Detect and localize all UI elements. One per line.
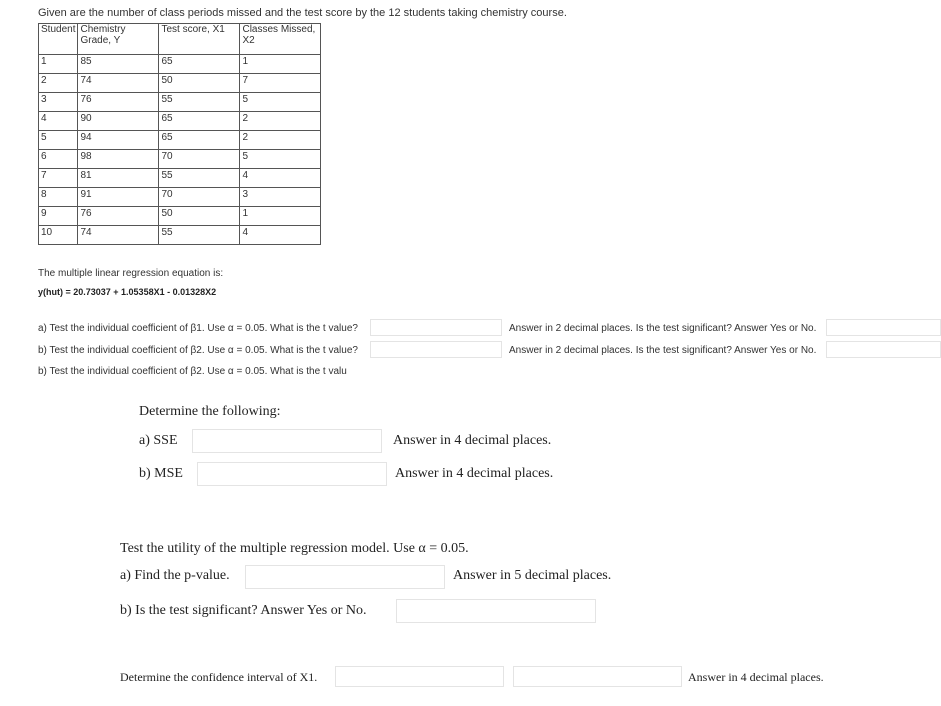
cell-chemistry-grade: 74 [78, 226, 159, 245]
beta1-significant-input[interactable] [826, 319, 941, 336]
pvalue-hint: Answer in 5 decimal places. [453, 568, 612, 583]
header-classes-missed-label: Classes Missed, X2 [242, 24, 316, 46]
cell-classes-missed: 1 [240, 55, 321, 74]
cell-classes-missed: 5 [240, 150, 321, 169]
cell-chemistry-grade: 76 [78, 207, 159, 226]
utility-significant-label: b) Is the test significant? Answer Yes or No. [120, 603, 367, 618]
cell-chemistry-grade: 94 [78, 131, 159, 150]
cell-test-score: 70 [159, 150, 240, 169]
cell-chemistry-grade: 85 [78, 55, 159, 74]
cell-test-score: 65 [159, 131, 240, 150]
question-beta2: b) Test the individual coefficient of β2. Use α = 0.05. What is the t value? [38, 345, 358, 356]
cell-student: 10 [39, 226, 78, 245]
table-row [39, 150, 321, 169]
sse-hint: Answer in 4 decimal places. [393, 433, 552, 448]
table-header-row [39, 24, 321, 55]
data-table [38, 23, 321, 245]
confidence-hint: Answer in 4 decimal places. [688, 670, 824, 684]
cell-student: 3 [39, 93, 78, 112]
confidence-upper-input[interactable] [513, 666, 682, 687]
cell-test-score: 65 [159, 112, 240, 131]
beta2-t-value-input[interactable] [370, 341, 502, 358]
confidence-label: Determine the confidence interval of X1. [120, 670, 318, 684]
cell-test-score: 55 [159, 93, 240, 112]
table-row [39, 93, 321, 112]
cell-student: 7 [39, 169, 78, 188]
question-beta2-repeat: b) Test the individual coefficient of β2. Use α = 0.05. What is the t valu [38, 366, 347, 377]
sse-label: a) SSE [139, 433, 178, 448]
table-row [39, 131, 321, 150]
cell-classes-missed: 7 [240, 74, 321, 93]
cell-classes-missed: 5 [240, 93, 321, 112]
mse-input[interactable] [197, 462, 387, 486]
utility-title: Test the utility of the multiple regression model. Use α = 0.05. [120, 541, 469, 556]
header-test-score [159, 24, 240, 55]
header-student: Student [39, 24, 78, 55]
header-chemistry-grade-label: Chemistry Grade, Y [80, 24, 126, 46]
cell-student: 9 [39, 207, 78, 226]
confidence-lower-input[interactable] [335, 666, 504, 687]
table-row [39, 169, 321, 188]
cell-chemistry-grade: 74 [78, 74, 159, 93]
cell-chemistry-grade: 76 [78, 93, 159, 112]
table-row [39, 55, 321, 74]
cell-student: 8 [39, 188, 78, 207]
header-chemistry-grade [78, 24, 159, 55]
cell-chemistry-grade: 91 [78, 188, 159, 207]
mse-hint: Answer in 4 decimal places. [395, 466, 554, 481]
cell-classes-missed: 2 [240, 112, 321, 131]
cell-student: 2 [39, 74, 78, 93]
cell-chemistry-grade: 98 [78, 150, 159, 169]
equation-label: The multiple linear regression equation is: [38, 268, 224, 279]
beta1-t-value-input[interactable] [370, 319, 502, 336]
table-row [39, 207, 321, 226]
table-row [39, 226, 321, 245]
determine-title: Determine the following: [139, 404, 281, 419]
header-test-score-label: Test score, X1 [161, 24, 225, 35]
table-row [39, 188, 321, 207]
cell-student: 1 [39, 55, 78, 74]
table-body [39, 55, 321, 245]
beta2-hint: Answer in 2 decimal places. Is the test significant? Answer Yes or No. [509, 345, 817, 356]
beta1-hint: Answer in 2 decimal places. Is the test significant? Answer Yes or No. [509, 323, 817, 334]
utility-significant-input[interactable] [396, 599, 596, 623]
cell-test-score: 55 [159, 169, 240, 188]
cell-test-score: 65 [159, 55, 240, 74]
sse-input[interactable] [192, 429, 382, 453]
cell-student: 5 [39, 131, 78, 150]
cell-student: 6 [39, 150, 78, 169]
cell-chemistry-grade: 90 [78, 112, 159, 131]
cell-student: 4 [39, 112, 78, 131]
cell-classes-missed: 4 [240, 226, 321, 245]
mse-label: b) MSE [139, 466, 183, 481]
pvalue-input[interactable] [245, 565, 445, 589]
cell-chemistry-grade: 81 [78, 169, 159, 188]
cell-classes-missed: 1 [240, 207, 321, 226]
table-row [39, 74, 321, 93]
cell-classes-missed: 4 [240, 169, 321, 188]
cell-test-score: 70 [159, 188, 240, 207]
intro-text: Given are the number of class periods missed and the test score by the 12 students taking chemistry course. [38, 7, 567, 19]
header-classes-missed [240, 24, 321, 55]
cell-test-score: 55 [159, 226, 240, 245]
pvalue-label: a) Find the p-value. [120, 568, 230, 583]
table-row [39, 112, 321, 131]
question-beta1: a) Test the individual coefficient of β1. Use α = 0.05. What is the t value? [38, 323, 358, 334]
beta2-significant-input[interactable] [826, 341, 941, 358]
regression-equation: y(hut) = 20.73037 + 1.05358X1 - 0.01328X2 [38, 287, 217, 297]
cell-classes-missed: 3 [240, 188, 321, 207]
cell-test-score: 50 [159, 74, 240, 93]
cell-test-score: 50 [159, 207, 240, 226]
cell-classes-missed: 2 [240, 131, 321, 150]
